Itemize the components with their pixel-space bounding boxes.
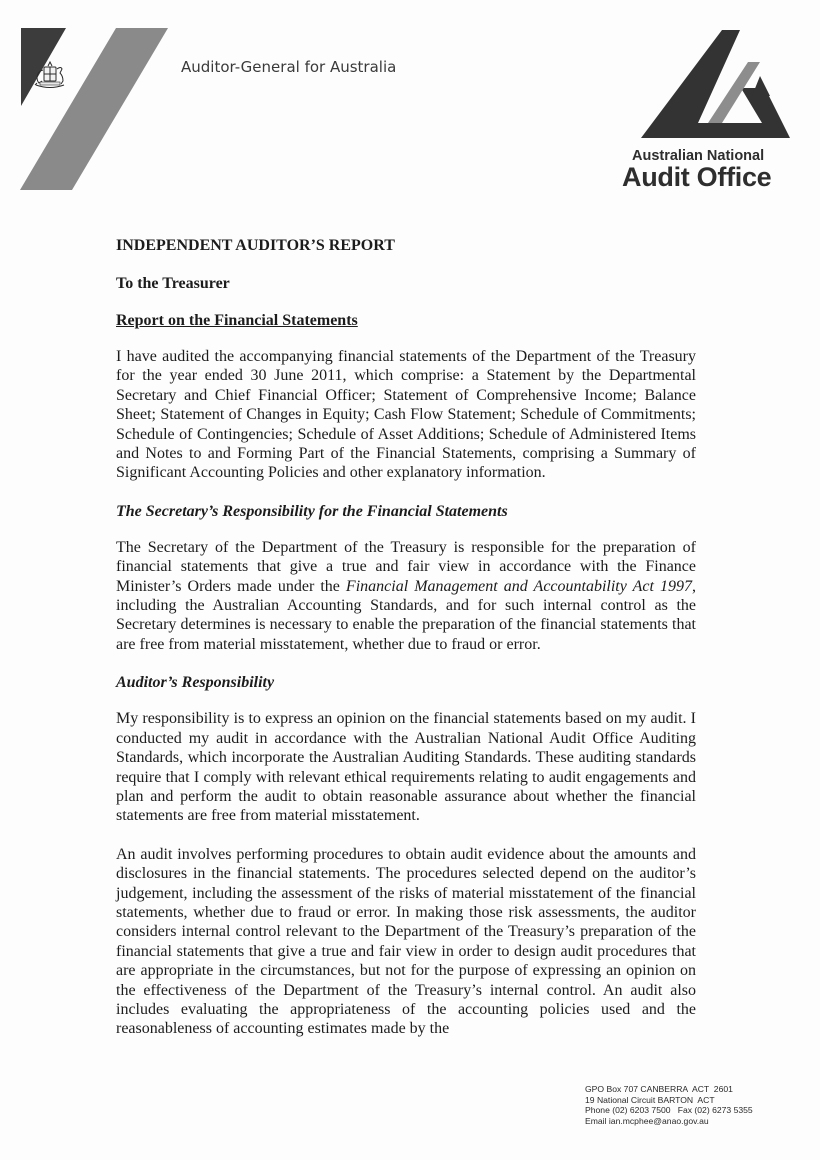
auditor-responsibility-paragraph-2: An audit involves performing procedures to obtain audit evidence about the amounts and disclosures in the financial statements. The procedures selected depend on the auditor’s judgement, including the assessment of the risks of material misstatement of the financial statements, whether due to fraud or error. In making those risk assessments, the auditor considers internal control relevant to the Department of the Treasury’s preparation of the financial statements that give a true and fair view in order to design audit procedures that are appropriate in the circumstances, but not for the purpose of expressing an opinion on the effectiveness of the Department of the Treasury’s internal control. An audit also includes evaluating the appropriateness of the accounting policies used and the reasonableness of accounting estimates made by the: [116, 845, 696, 1038]
act-name: Financial Management and Accountability Act 1997: [345, 577, 692, 595]
report-title: INDEPENDENT AUDITOR’S REPORT: [116, 237, 395, 254]
anao-name-line-2: Audit Office: [622, 162, 772, 192]
paragraph-text: The Secretary of the Department of the Treasury is responsible for the preparation of financial statements that give a true and fair view in accordance with the Finance Minister’s Orders made under the: [116, 538, 696, 595]
anao-name-line-1: Australian National: [632, 148, 765, 164]
auditor-responsibility-heading: Auditor’s Responsibility: [116, 674, 275, 692]
paragraph-text: , including the Australian Accounting Standards, and for such internal control as the Secretary determines is necessary to enable the preparation of the financial statements that are free from material misstatement, whether due to fraud or error.: [116, 577, 696, 653]
postal-address: GPO Box 707 CANBERRA ACT 2601: [585, 1084, 733, 1094]
footer-address: [585, 1084, 753, 1126]
addressee: To the Treasurer: [116, 275, 230, 292]
secretary-responsibility-heading: The Secretary’s Responsibility for the Financial Statements: [116, 502, 508, 520]
intro-paragraph: I have audited the accompanying financial statements of the Department of the Treasury for the year ended 30 June 2011, which comprise: a Statement by the Departmental Secretary and Chief Financial Officer; Statement of Comprehensive Income; Balance Sheet; Statement of Changes in Equity; Cash Flow Statement; Schedule of Commitments; Schedule of Contingencies; Schedule of Asset Additions; Schedule of Administered Items and Notes to and Forming Part of the Financial Statements, comprising a Summary of Significant Accounting Policies and other explanatory information.: [116, 348, 696, 482]
secretary-responsibility-paragraph: [116, 538, 696, 654]
email-address: Email ian.mcphee@anao.gov.au: [585, 1115, 709, 1126]
auditor-general-title: Auditor-General for Australia: [181, 58, 397, 76]
coat-of-arms-icon: [20, 28, 170, 191]
auditor-general-logo: [20, 28, 170, 191]
phone-fax: Phone (02) 6203 7500 Fax (02) 6273 5355: [585, 1105, 753, 1116]
auditor-responsibility-paragraph-1: My responsibility is to express an opinion on the financial statements based on my audit. I conducted my audit in accordance with the Australian National Audit Office Auditing Standards, which incorporate the Australian Auditing Standards. These auditing standards require that I comply with relevant ethical requirements relating to audit engagements and plan and perform the audit to obtain reasonable assurance about whether the financial statements are free from material misstatement.: [116, 710, 696, 825]
anao-triangle-icon: [640, 28, 790, 146]
street-address: 19 National Circuit BARTON ACT: [585, 1094, 715, 1105]
anao-logo: [620, 28, 795, 193]
report-body: [116, 236, 696, 1058]
section-heading-report: Report on the Financial Statements: [116, 312, 358, 329]
